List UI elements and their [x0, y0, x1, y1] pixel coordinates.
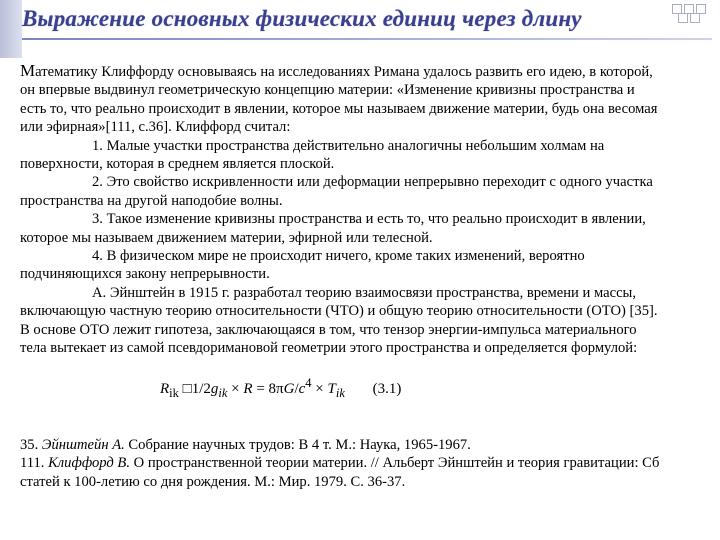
reference-111: 111. Клиффорд В. О пространственной теории материи. // Альберт Эйнштейн и теория гравитации: Сб: [20, 455, 660, 472]
einstein-line-1: А. Эйнштейн в 1915 г. разработал теорию взаимосвязи пространства, времени и массы,: [92, 284, 636, 301]
formula-number: (3.1): [372, 380, 402, 397]
slide-title: Выражение основных физических единиц через длину: [22, 6, 582, 31]
intro-line-3: есть то, что реально происходит в явлении, которое мы называем движение материи, будь она весомая: [20, 100, 658, 117]
einstein-line-2: включающую частную теорию относительности (ЧТО) и общую теорию относительности (ОТО) [35].: [20, 303, 658, 320]
title-underline: [22, 38, 712, 40]
slide-body: [20, 62, 720, 491]
point-2-line-1: 2. Это свойство искривленности или деформации непрерывно переходит с одного участка: [92, 174, 653, 191]
reference-35: 35. Эйнштейн А. Собрание научных трудов: В 4 т. М.: Наука, 1965-1967.: [20, 436, 471, 453]
point-1-line-2: поверхности, которая в среднем является плоской.: [20, 156, 335, 173]
intro-line-4: или эфирная»[111, с.36]. Клиффорд считал:: [20, 119, 291, 136]
einstein-line-4: тела вытекает из самой псевдоримановой геометрии этого пространства и определяется формулой:: [20, 340, 638, 357]
intro-line-2: он впервые выдвинул геометрическую концепцию материи: «Изменение кривизны пространства и: [20, 82, 635, 99]
title-decoration-bar: [0, 0, 22, 58]
point-2-line-2: пространства на другой наподобие волны.: [20, 192, 283, 209]
point-1-line-1: 1. Малые участки пространства действительно аналогичны небольшим холмам на: [92, 137, 605, 154]
point-4-line-2: подчиняющихся закону непрерывности.: [20, 266, 270, 283]
einstein-line-3: В основе ОТО лежит гипотеза, заключающаяся в том, что тензор энергии-импульса материального: [20, 321, 637, 338]
reference-111-continuation: статей к 100-летию со дня рождения. М.: Мир. 1979. С. 36-37.: [20, 473, 406, 490]
references: [20, 436, 720, 491]
formula-3-1: $R_{ik}$ $□1/2g_{ik} \times R = 8\pi G/c^4 \times T_{ik}$ (3.1): [160, 375, 402, 400]
intro-line-1: Математику Клиффорду основываясь на исследованиях Римана удалось развить его идею, в которой,: [20, 61, 653, 80]
point-3-line-1: 3. Такое изменение кривизны пространства и есть то, что реально происходит в явлении,: [92, 211, 646, 228]
point-4-line-1: 4. В физическом мире не происходит ничего, кроме таких изменений, вероятно: [92, 248, 585, 265]
point-3-line-2: которое мы называем движением материи, эфирной или телесной.: [20, 229, 433, 246]
corner-squares-decoration: [672, 4, 714, 22]
dropcap-letter: М: [20, 61, 36, 80]
